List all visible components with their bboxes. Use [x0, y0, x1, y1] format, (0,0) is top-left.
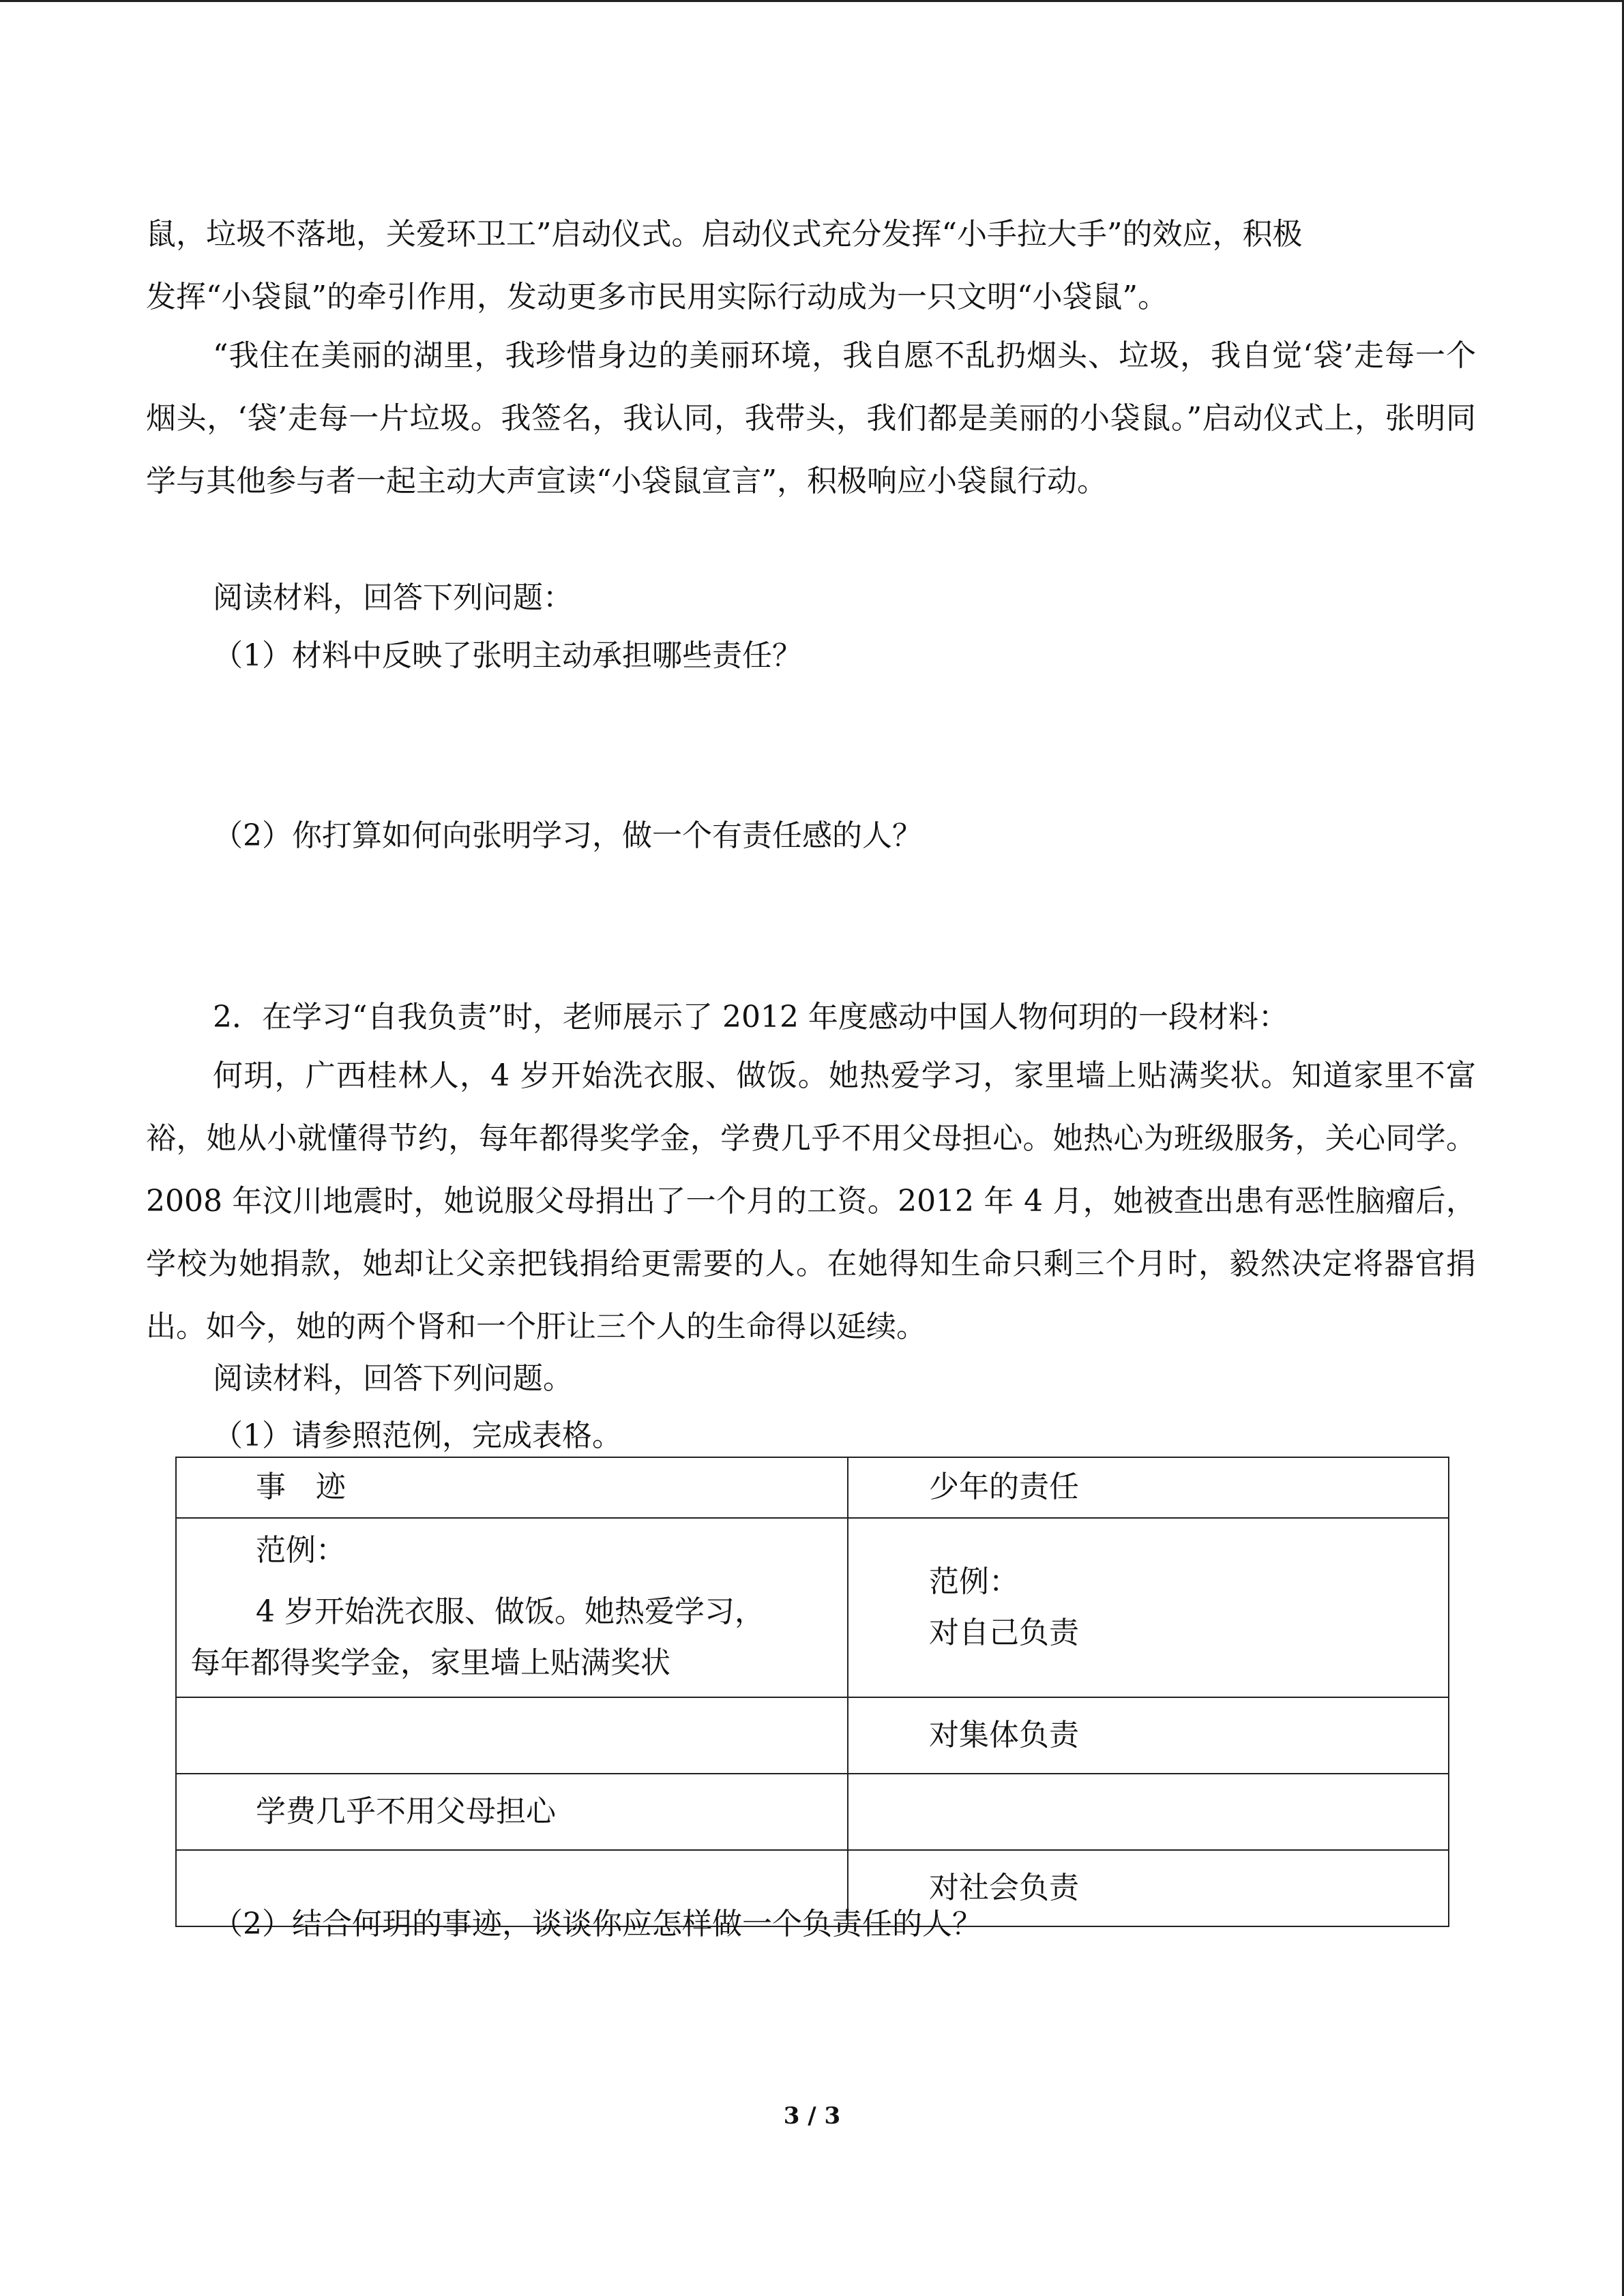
example-deed-cell [176, 1518, 848, 1697]
question2-subquestion-2: （2）结合何玥的事迹，谈谈你应怎样做一个负责任的人？ [213, 1907, 982, 1941]
page-number: 3 / 3 [783, 2102, 841, 2130]
example-responsibility-cell [848, 1518, 1449, 1697]
row2-deed-cell[interactable] [176, 1697, 848, 1774]
material1-question-2: （2）你打算如何向张明学习，做一个有责任感的人？ [213, 818, 922, 853]
table-row-2 [176, 1697, 1449, 1774]
material1-quote-paragraph: “我住在美丽的湖里，我珍惜身边的美丽环境，我自愿不乱扔烟头、垃圾，我自觉‘袋’走每一个烟头，‘袋’走每一片垃圾。我签名，我认同，我带头，我们都是美丽的小袋鼠。”启动仪式上，张明同学与其他参与者一起主动大声宣读“小袋鼠宣言”，积极响应小袋鼠行动。 [146, 338, 1476, 498]
material1-instruction: 阅读材料，回答下列问题： [213, 580, 573, 615]
question2-subquestion-1: （1）请参照范例，完成表格。 [213, 1418, 622, 1453]
material1-line2: 发挥“小袋鼠”的牵引作用，发动更多市民用实际行动成为一只文明“小袋鼠”。 [146, 280, 1168, 314]
question2-intro: 2．在学习“自我负责”时，老师展示了 2012 年度感动中国人物何玥的一段材料： [213, 1000, 1288, 1034]
material1-line1: 鼠，垃圾不落地，关爱环卫工”启动仪式。启动仪式充分发挥“小手拉大手”的效应，积极 [146, 217, 1303, 252]
row2-responsibility: 对集体负责 [929, 1718, 1079, 1753]
responsibility-table [175, 1457, 1449, 1927]
row2-responsibility-cell [848, 1697, 1449, 1774]
header-deeds-cell [176, 1457, 848, 1518]
header-responsibility: 少年的责任 [929, 1470, 1079, 1504]
row3-deed-cell [176, 1774, 848, 1850]
material1-question-1: （1）材料中反映了张明主动承担哪些责任？ [213, 638, 802, 673]
example-deed-line2: 每年都得奖学金，家里墙上贴满奖状 [190, 1645, 670, 1680]
question2-instruction: 阅读材料，回答下列问题。 [213, 1361, 573, 1396]
example-label-right: 范例： [929, 1564, 1019, 1599]
example-deed-line1: 4 岁开始洗衣服、做饭。她热爱学习， [256, 1594, 765, 1629]
table-row-example [176, 1518, 1449, 1697]
table-row-3 [176, 1774, 1449, 1850]
example-label-left: 范例： [256, 1533, 346, 1568]
row4-responsibility: 对社会负责 [929, 1870, 1079, 1905]
table-header-row [176, 1457, 1449, 1518]
question2-material: 何玥，广西桂林人，4 岁开始洗衣服、做饭。她热爱学习，家里墙上贴满奖状。知道家里不富裕，她从小就懂得节约，每年都得奖学金，学费几乎不用父母担心。她热心为班级服务，关心同学。2008 年汶川地震时，她说服父母捐出了一个月的工资。2012 年 4 月，她被查出患有恶性脑瘤后，学校为她捐款，她却让父亲把钱捐给更需要的人。在她得知生命只剩三个月时，毅然决定将器官捐出。如今，她的两个肾和一个肝让三个人的生命得以延续。 [146, 1058, 1476, 1344]
header-responsibility-cell [848, 1457, 1449, 1518]
example-responsibility: 对自己负责 [929, 1615, 1079, 1650]
row3-deed: 学费几乎不用父母担心 [256, 1794, 556, 1829]
header-deeds: 事 迹 [256, 1470, 346, 1504]
row3-responsibility-cell[interactable] [848, 1774, 1449, 1850]
